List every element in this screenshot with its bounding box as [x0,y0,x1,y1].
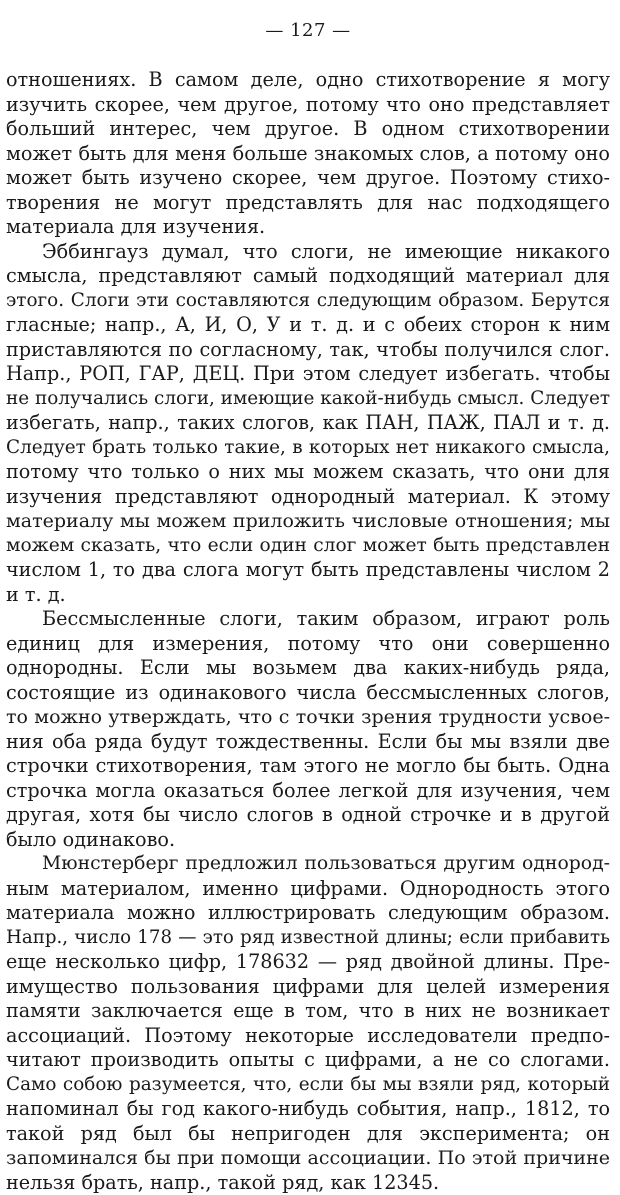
text-line: материала можно иллюстрировать следующим образом. [6,901,610,926]
text-line: напоминал бы год какого-нибудь события, напр., 1812, то [6,1097,610,1122]
text-line: больший интерес, чем другое. В одном стихотворении [6,117,610,142]
text-line: может быть изучено скорее, чем другое. Поэтому стихо- [6,166,610,191]
text-line: избегать, напр., таких слогов, как ПАН, ПАЖ, ПАЛ и т. д. [6,411,610,436]
text-line: читают производить опыты с цифрами, а не со слогами. [6,1048,610,1073]
text-line: ассоциаций. Поэтому некоторые исследователи предпо- [6,1024,610,1049]
text-line: материалу мы можем приложить числовые отношения; мы [6,509,610,534]
text-line: Следует брать только такие, в которых нет никакого смысла, [6,436,610,461]
text-line: то можно утверждать, что с точки зрения трудности усвое- [6,705,610,730]
text-line: не получались слоги, имеющие какой-нибудь смысл. Следует [6,387,610,412]
text-line: приставляются по согласному, так, чтобы получился слог. [6,338,610,363]
text-line: гласные; напр., А, И, О, У и т. д. и с обеих сторон к ним [6,313,610,338]
text-line: запоминался бы при помощи ассоциации. По этой причине [6,1146,610,1171]
text-line: ным материалом, именно цифрами. Однородность этого [6,877,610,902]
text-line: изучения представляют однородный материал. К этому [6,485,610,510]
text-line: материала для изучения. [6,215,610,240]
text-line: изучить скорее, чем другое, потому что оно представляет [6,93,610,118]
page-number: — 127 — [6,20,610,42]
paragraph-start-line: Бессмысленные слоги, таким образом, играют роль [6,607,610,632]
text-line: и т. д. [6,583,610,608]
paragraph-start-line: Эббингауз думал, что слоги, не имеющие никакого [6,240,610,265]
text-line: другая, хотя бы число слогов в одной строчке и в другой [6,803,610,828]
text-line: Напр., РОП, ГАР, ДЕЦ. При этом следует избегать. чтобы [6,362,610,387]
text-line: творения не могут представлять для нас подходящего [6,191,610,216]
text-line: было одинаково. [6,828,610,853]
text-line: единиц для измерения, потому что они совершенно [6,632,610,657]
text-line: строчка могла оказаться более легкой для изучения, чем [6,779,610,804]
text-line: потому что только о них мы можем сказать, что они для [6,460,610,485]
text-line: отношениях. В самом деле, одно стихотворение я могу [6,68,610,93]
text-line: состоящие из одинакового числа бессмысленных слогов, [6,681,610,706]
text-line: однородны. Если мы возьмем два каких-нибудь ряда, [6,656,610,681]
text-line: можем сказать, что если один слог может быть представлен [6,534,610,559]
text-line: числом 1, то два слога могут быть представлены числом 2 [6,558,610,583]
text-line: ния оба ряда будут тождественны. Если бы мы взяли две [6,730,610,755]
text-line: этого. Слоги эти составляются следующим образом. Берутся [6,289,610,314]
text-line: еще несколько цифр, 178632 — ряд двойной длины. Пре- [6,950,610,975]
text-line: может быть для меня больше знакомых слов, а потому оно [6,142,610,167]
text-line: нельзя брать, напр., такой ряд, как 12345. [6,1171,610,1195]
text-line: Напр., число 178 — это ряд известной длины; если прибавить [6,926,610,951]
text-line: строчки стихотворения, там этого не могло бы быть. Одна [6,754,610,779]
text-line: смысла, представляют самый подходящий материал для [6,264,610,289]
text-line: памяти заключается еще в том, что в них не возникает [6,999,610,1024]
paragraph-start-line: Мюнстерберг предложил пользоваться другим однород- [6,852,610,877]
text-line: такой ряд был бы непригоден для эксперимента; он [6,1122,610,1147]
text-line: Само собою разумеется, что, если бы мы взяли ряд, который [6,1073,610,1098]
text-line: имущество пользования цифрами для целей измерения [6,975,610,1000]
body-text [6,68,610,1195]
